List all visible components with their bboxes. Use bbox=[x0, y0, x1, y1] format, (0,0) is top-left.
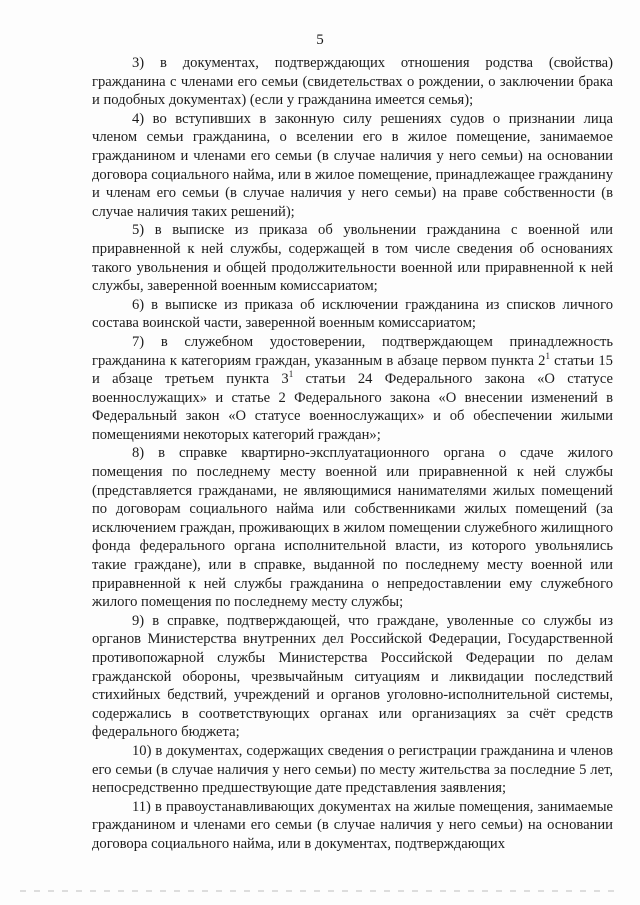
paragraph-item-7 bbox=[92, 333, 613, 445]
paragraph-item-5: 5) в выписке из приказа об увольнении гражданина с военной или приравненной к ней службы, содержащей в том числе сведения об основаниях такого увольнения и общей продолжительности военной или приравненной к ней службы, заверенной военным комиссариатом; bbox=[92, 222, 613, 295]
scan-edge-divider bbox=[20, 890, 620, 892]
document-body bbox=[92, 54, 613, 854]
paragraph-7-part-3: статьи 24 Федерального закона «О статусе военнослужащих» и статье 2 Федерального закона «О внесении изменений в Федеральный закон «О статусе военнослужащих» и об обеспечении жилыми помещениями некоторых категорий граждан»; bbox=[92, 371, 613, 443]
footnote-superscript: 1 bbox=[545, 350, 550, 361]
paragraph-item-6: 6) в выписке из приказа об исключении гражданина из списков личного состава воинской части, заверенной военным комиссариатом; bbox=[92, 296, 613, 332]
paragraph-item-8: 8) в справке квартирно-эксплуатационного органа о сдаче жилого помещения по последнему месту военной или приравненной к ней службы (представляется гражданами, не являющимися нанимателями жилых помещений по договорам социального найма или собственниками жилых помещений (за исключением граждан, проживающих в жилом помещении служебного жилищного фонда федерального органа исполнительной власти, из которого увольнялись такие граждане), или в справке, выданной по последнему месту военной или приравненной к ней службы гражданина о непредоставлении ему служебного жилого помещения по последнему месту службы; bbox=[92, 445, 613, 611]
paragraph-item-9: 9) в справке, подтверждающей, что граждане, уволенные со службы из органов Министерства внутренних дел Российской Федерации, Государственной противопожарной службы Министерства Российской Федерации по делам гражданской обороны, чрезвычайным ситуациям и ликвидации последствий стихийных бедствий, учреждений и органов уголовно-исполнительной системы, содержались в соответствующих органах или организациях за счёт средств федерального бюджета; bbox=[92, 612, 613, 741]
footnote-superscript: 1 bbox=[288, 369, 294, 380]
paragraph-7-part-2: статьи 15 и абзаце третьем пункта 3 bbox=[92, 352, 613, 388]
page-number: 5 bbox=[316, 32, 324, 48]
paragraph-item-11: 11) в правоустанавливающих документах на жилые помещения, занимаемые гражданином и членами его семьи (в случае наличия у него семьи) на основании договора социального найма, или в документах, подтверждающих bbox=[92, 798, 613, 852]
paragraph-item-3: 3) в документах, подтверждающих отношения родства (свойства) гражданина с членами его семьи (свидетельствах о рождении, о заключении брака и подобных документах) (если у гражданина имеется семья); bbox=[92, 55, 613, 109]
paragraph-item-10: 10) в документах, содержащих сведения о регистрации гражданина и членов его семьи (в случае наличия у него семьи) по месту жительства за последние 5 лет, непосредственно предшествующие дате представления заявления; bbox=[92, 742, 613, 797]
paragraph-7-part-1: 7) в служебном удостоверении, подтверждающем принадлежность гражданина к категориям граждан, указанным в абзаце первом пункта 2 bbox=[92, 333, 613, 369]
paragraph-item-4: 4) во вступивших в законную силу решениях судов о признании лица членом семьи гражданина, о вселении его в жилое помещение, занимаемое гражданином и членами его семьи (в случае наличия у него семьи) на основании договора социального найма, или в жилое помещение, принадлежащее гражданину и членам его семьи (в случае наличия у него семьи) на праве собственности (в случае наличия таких решений); bbox=[92, 110, 613, 220]
